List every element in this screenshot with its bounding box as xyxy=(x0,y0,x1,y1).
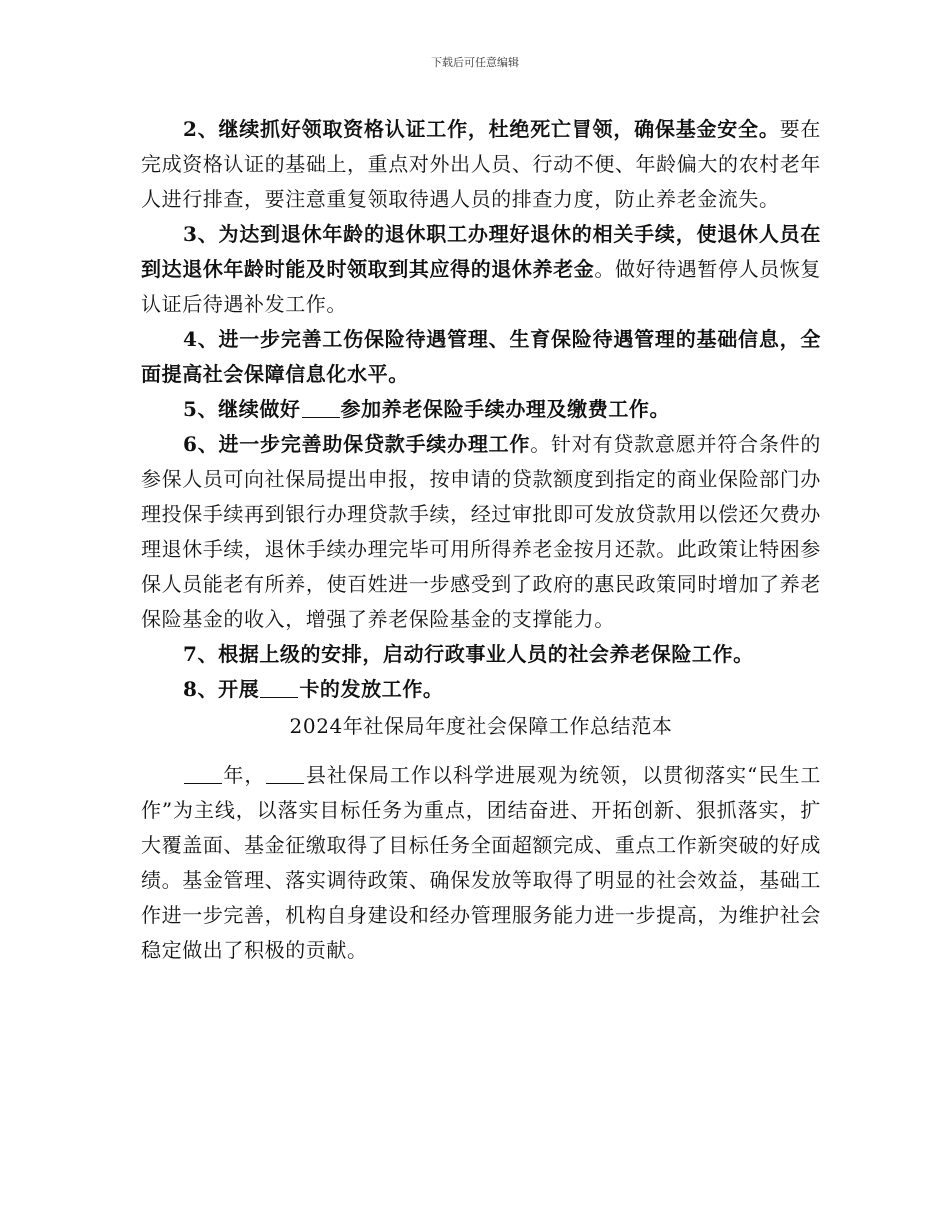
item-2-text: 要在完成资格认证的基础上，重点对外出人员、行动不便、年龄偏大的农村老年人进行排查，要注意重复领取待遇人员的排查力度，防止养老金流失。 xyxy=(141,117,821,211)
item-3-heading: 3、为达到退休年龄的退休职工办理好退休的相关手续，使退休人员在到达退休年龄时能及时领取到其应得的退休养老金 xyxy=(141,222,821,281)
paragraph-item-6 xyxy=(141,427,821,637)
section-title: 2024年社保局年度社会保障工作总结范本 xyxy=(289,714,673,738)
item-8-heading-start: 8、开展 xyxy=(183,677,260,701)
download-note: 下载后可任意编辑 xyxy=(431,56,519,69)
item-3-text: 。做好待遇暂停人员恢复认证后待遇补发工作。 xyxy=(141,257,822,316)
blank-field-county xyxy=(266,765,304,784)
paragraph-item-7 xyxy=(141,637,821,672)
paragraph-item-2 xyxy=(141,112,821,217)
paragraph-item-5 xyxy=(141,392,821,427)
item-7-heading: 7、根据上级的安排，启动行政事业人员的社会养老保险工作。 xyxy=(183,642,754,666)
item-6-heading: 6、进一步完善助保贷款手续办理工作 xyxy=(183,432,531,456)
intro-year-suffix: 年， xyxy=(223,763,266,787)
intro-body: 县社保局工作以科学进展观为统领，以贯彻落实“民生工作”为主线，以落实目标任务为重点，团结奋进、开拓创新、狠抓落实，扩大覆盖面、基金征缴取得了目标任务全面超额完成、重点工作新突破的好成绩。基金管理、落实调待政策、确保发放等取得了明显的社会效益，基础工作进一步完善，机构自身建设和经办管理服务能力进一步提高，为维护社会稳定做出了积极的贡献。 xyxy=(141,763,822,962)
item-5-heading-end: 参加养老保险手续办理及缴费工作。 xyxy=(340,397,671,421)
blank-field xyxy=(302,399,340,418)
item-2-heading: 2、继续抓好领取资格认证工作，杜绝死亡冒领，确保基金安全。 xyxy=(183,117,780,141)
section-intro-paragraph xyxy=(141,758,821,968)
blank-field-year xyxy=(184,765,222,784)
document-body xyxy=(141,112,821,968)
item-8-heading-end: 卡的发放工作。 xyxy=(299,677,444,701)
paragraph-item-8 xyxy=(141,672,821,707)
item-6-text: 。针对有贷款意愿并符合条件的参保人员可向社保局提出申报，按申请的贷款额度到指定的商业保险部门办理投保手续再到银行办理贷款手续，经过审批即可发放贷款用以偿还欠费办理退休手续，退休手续办理完毕可用所得养老金按月还款。此政策让特困参保人员能老有所养，使百姓进一步感受到了政府的惠民政策同时增加了养老保险基金的收入，增强了养老保险基金的支撑能力。 xyxy=(141,432,821,631)
paragraph-item-3 xyxy=(141,217,821,322)
item-4-heading: 4、进一步完善工伤保险待遇管理、生育保险待遇管理的基础信息，全面提高社会保障信息化水平。 xyxy=(141,327,821,386)
paragraph-item-4 xyxy=(141,322,821,392)
blank-field xyxy=(260,679,298,698)
item-5-heading-start: 5、继续做好 xyxy=(183,397,301,421)
section-title-block xyxy=(141,707,821,744)
